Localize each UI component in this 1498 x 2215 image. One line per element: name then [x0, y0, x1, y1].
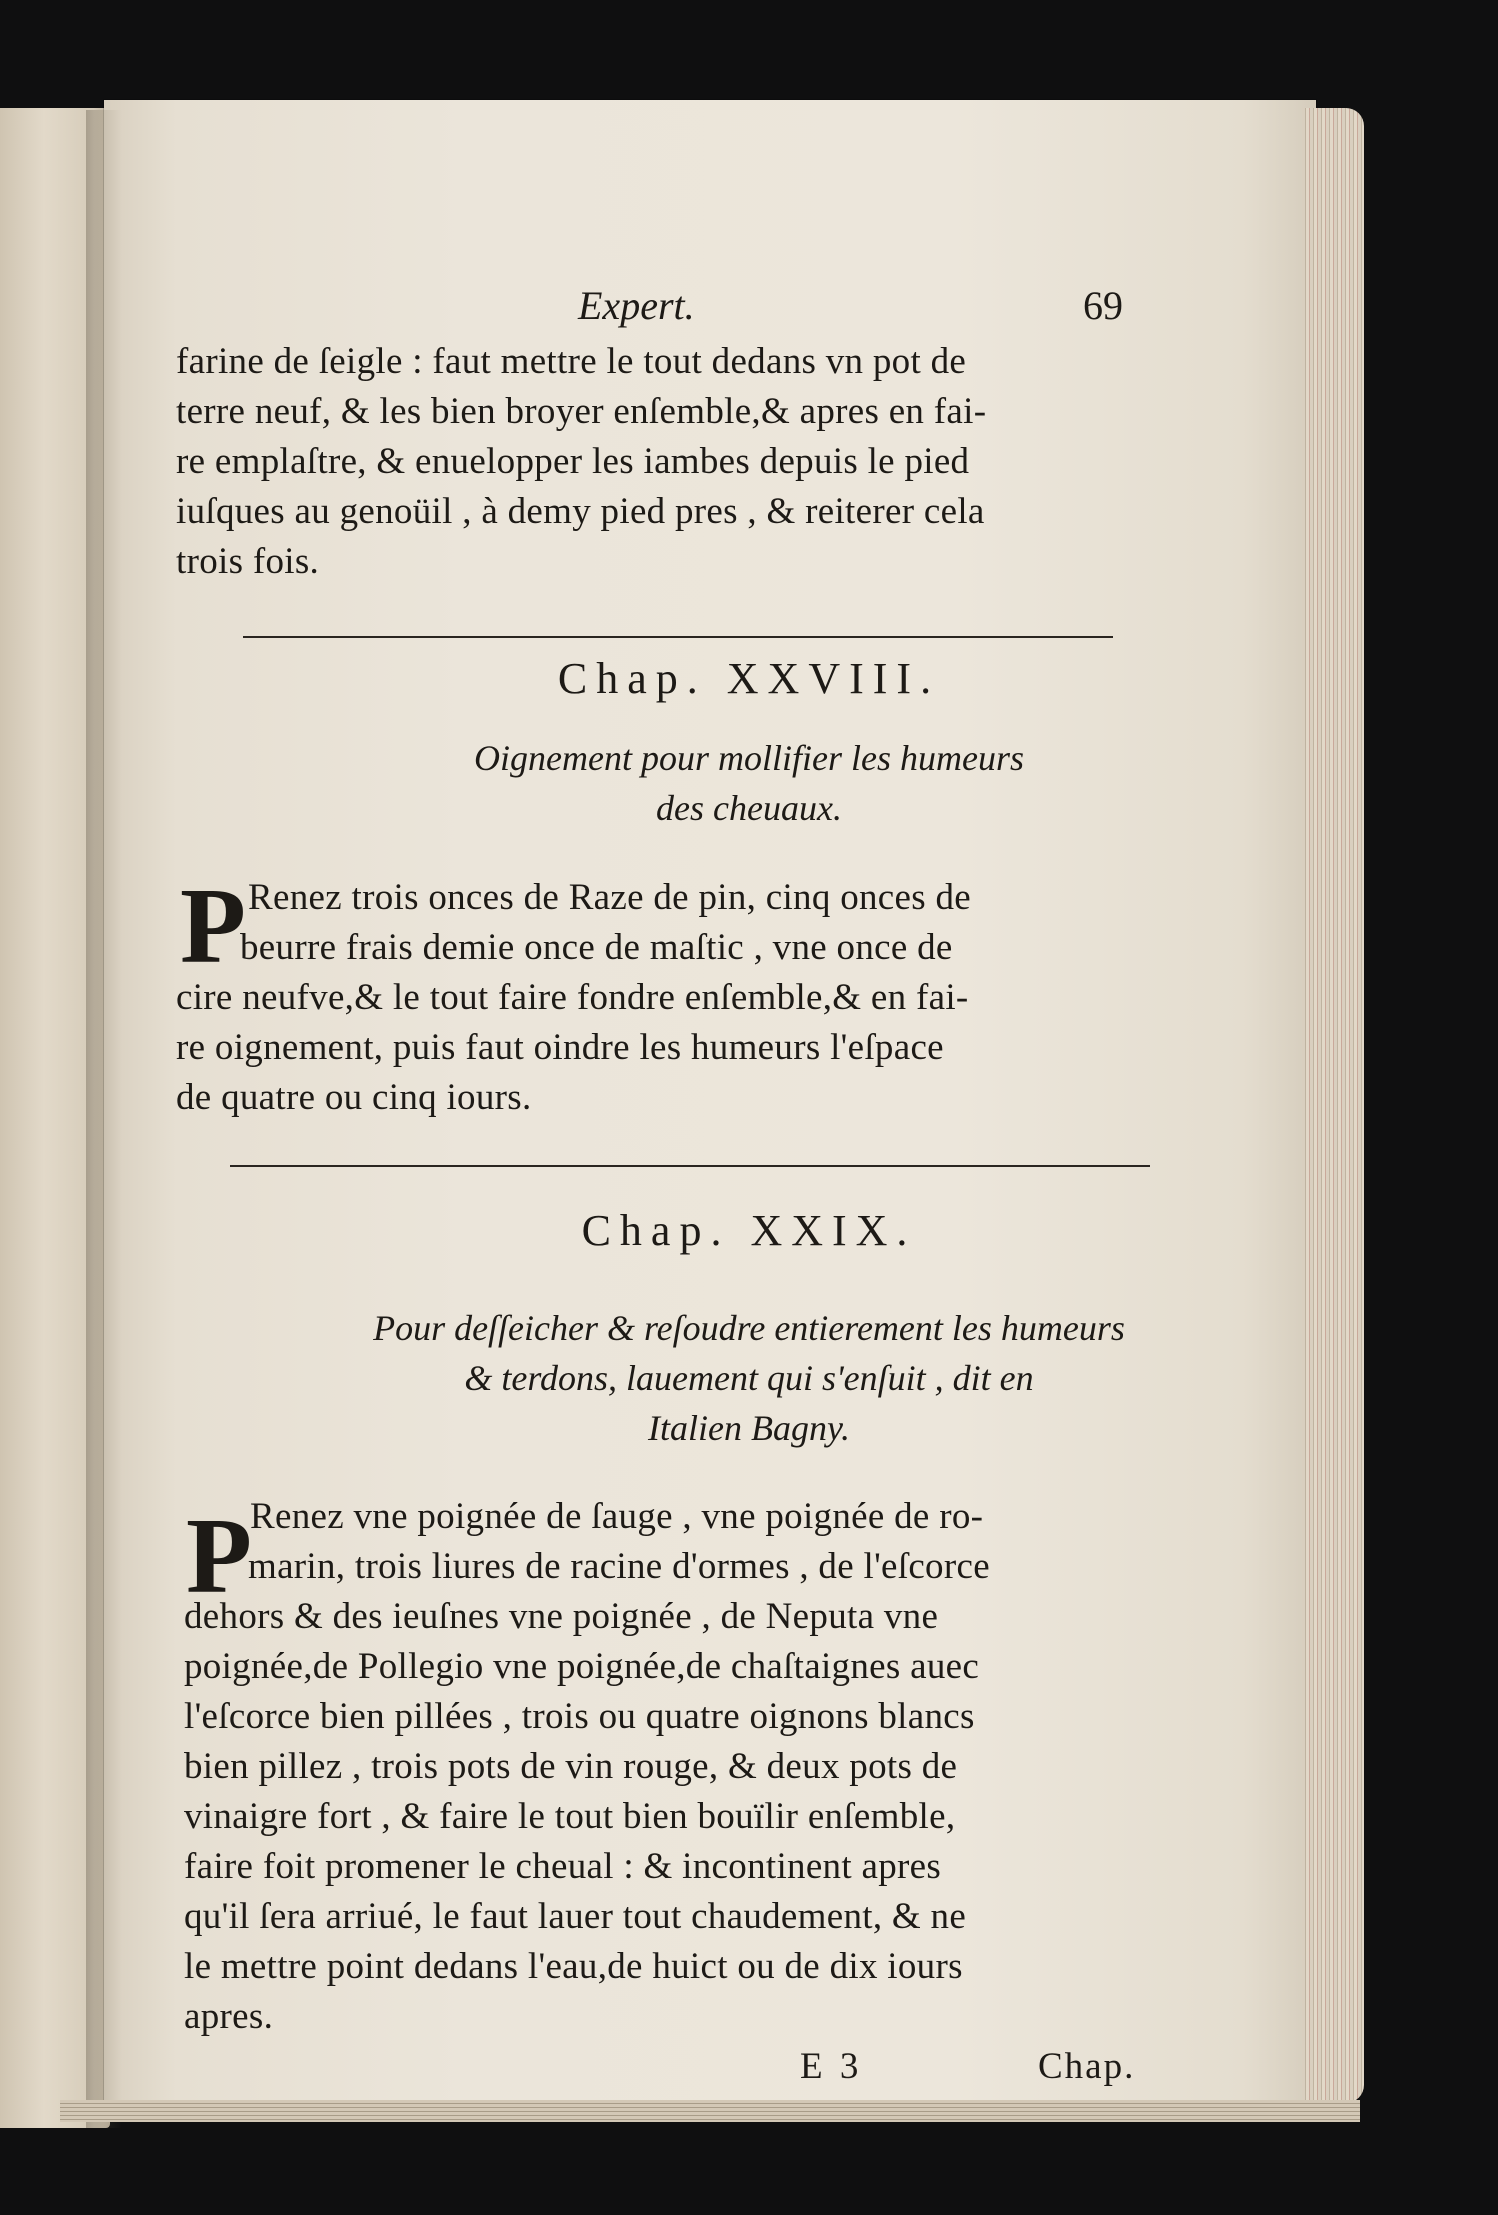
title-line: des cheuaux.: [656, 788, 842, 828]
text-line: re emplaſtre, & enuelopper les iambes depuis le pied: [176, 441, 970, 482]
signature-mark: E 3: [800, 2046, 863, 2087]
text-line: iuſques au genoüil , à demy pied pres , & reiterer cela: [176, 491, 985, 532]
text-line: Renez trois onces de Raze de pin, cinq onces de: [248, 877, 972, 918]
text-line: Renez vne poignée de ſauge , vne poignée de ro-: [250, 1496, 984, 1537]
text-line: le mettre point dedans l'eau,de huict ou de dix iours: [184, 1946, 963, 1987]
text-line: bien pillez , trois pots de vin rouge, & deux pots de: [184, 1746, 958, 1787]
running-title: Expert.: [578, 283, 695, 328]
section-rule: [230, 1165, 1150, 1167]
chapter-title-xxix: [0, 1303, 1498, 1453]
title-line: Oignement pour mollifier les humeurs: [474, 738, 1024, 778]
title-line: Italien Bagny.: [648, 1408, 850, 1448]
page-number: 69: [1083, 283, 1123, 328]
text-line: beurre frais demie once de maſtic , vne once de: [240, 927, 953, 968]
text-line: de quatre ou cinq iours.: [176, 1077, 532, 1118]
chapter-heading-xxix: Chap. XXIX.: [581, 1206, 917, 1255]
intro-paragraph: [176, 337, 1161, 587]
text-line: apres.: [184, 1996, 274, 2037]
text-line: vinaigre fort , & faire le tout bien bouïlir enſemble,: [184, 1796, 956, 1837]
text-line: terre neuf, & les bien broyer enſemble,& apres en fai-: [176, 391, 987, 432]
text-line: re oignement, puis faut oindre les humeurs l'eſpace: [176, 1027, 944, 1068]
text-line: poignée,de Pollegio vne poignée,de chaſtaignes auec: [184, 1646, 980, 1687]
title-line: & terdons, lauement qui s'enſuit , dit en: [464, 1358, 1034, 1398]
text-line: qu'il ſera arriué, le faut lauer tout chaudement, & ne: [184, 1896, 967, 1937]
text-line: dehors & des ieuſnes vne poignée , de Neputa vne: [184, 1596, 939, 1637]
drop-cap: P: [186, 1497, 252, 1616]
text-line: l'eſcorce bien pillées , trois ou quatre oignons blancs: [184, 1696, 975, 1737]
chapter-xxix-text: [184, 1492, 1169, 2042]
drop-cap: P: [180, 867, 246, 986]
section-rule: [243, 636, 1113, 638]
text-line: faire foit promener le cheual : & incontinent apres: [184, 1846, 942, 1887]
title-line: Pour deſſeicher & reſoudre entierement les humeurs: [373, 1308, 1125, 1348]
chapter-title-xxviii: [0, 733, 1498, 833]
catchword: Chap.: [1038, 2046, 1136, 2087]
text-line: marin, trois liures de racine d'ormes , de l'eſcorce: [248, 1546, 990, 1587]
text-line: trois fois.: [176, 541, 320, 582]
chapter-xxviii-text: [176, 867, 1161, 1123]
text-line: cire neufve,& le tout faire fondre enſemble,& en fai-: [176, 977, 969, 1018]
chapter-heading-xxviii: Chap. XXVIII.: [557, 654, 941, 703]
text-line: farine de ſeigle : faut mettre le tout dedans vn pot de: [176, 341, 967, 382]
running-head: [578, 282, 1178, 329]
